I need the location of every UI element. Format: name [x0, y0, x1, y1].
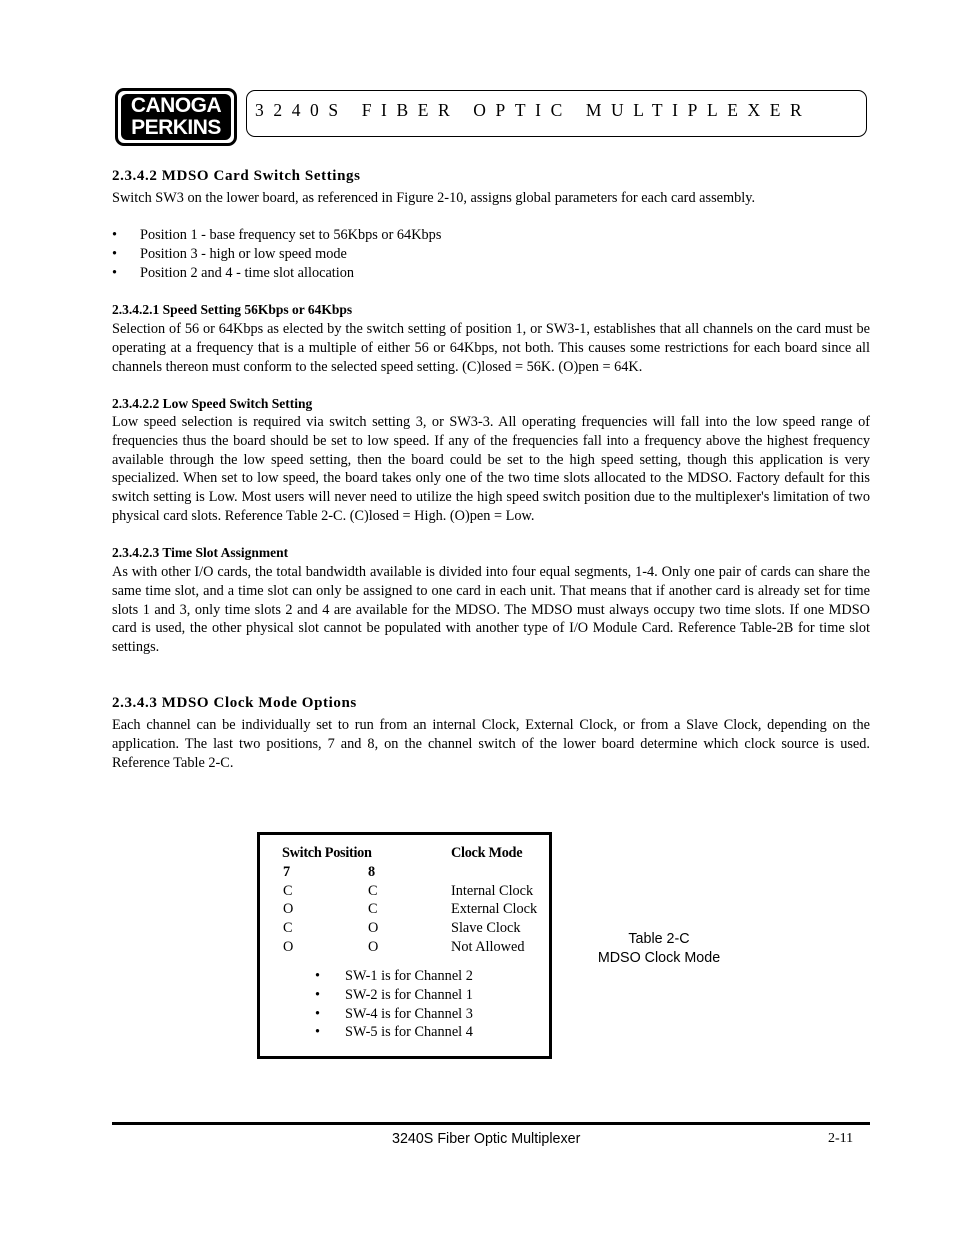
- col-switch-position-header: Switch Position: [282, 845, 372, 861]
- table-cell: C: [368, 883, 378, 899]
- section-23421-text: Selection of 56 or 64Kbps as elected by the switch setting of position 1, or SW3-1, establishes that all channels on the card must be operating at a frequency that is a multiple of either 56 or 64Kbps, not both. This causes some restrictions for each board since all channels thereon must conform to the selected speed setting. (C)losed = 56K. (O)pen = 64K.: [112, 321, 870, 375]
- table-cell: C: [368, 901, 378, 917]
- logo-line2: PERKINS: [131, 116, 221, 139]
- table-cell: O: [283, 939, 294, 955]
- clock-mode-table: [257, 832, 552, 1059]
- logo-line1: CANOGA: [130, 94, 222, 117]
- switch-notes-list: [315, 967, 473, 1042]
- list-item: • SW-4 is for Channel 3: [315, 1005, 473, 1024]
- table-cell: O: [368, 920, 379, 936]
- section-23422-heading: 2.3.4.2.2 Low Speed Switch Setting: [112, 396, 313, 411]
- table-cell: Not Allowed: [451, 939, 525, 955]
- table-cell: C: [283, 883, 293, 899]
- col-clock-mode-header: Clock Mode: [451, 845, 523, 861]
- section-2342-bullets: [112, 226, 441, 283]
- page-number: 2-11: [828, 1131, 854, 1146]
- section-23423-text: As with other I/O cards, the total bandwidth available is divided into four equal segments, 1-4. Only one pair of cards can share the same time slot, and a time slot can only be assigned to one card in each unit. That means that if another card is already set for time slots 1 and 3, only time slots 2 and 4 are available for the MDSO. The MDSO must always occupy two time slots. If one MDSO card is used, the other physical slot cannot be populated with another type of I/O Module Card. Reference Table-2B for time slot settings.: [112, 564, 870, 656]
- list-item: • Position 3 - high or low speed mode: [112, 245, 441, 264]
- logo-inner: [121, 94, 231, 140]
- section-2342-intro: Switch SW3 on the lower board, as referenced in Figure 2-10, assigns global parameters for each card assembly.: [112, 190, 756, 206]
- footer-title: 3240S Fiber Optic Multiplexer: [392, 1131, 581, 1147]
- section-23422-text: Low speed selection is required via switch setting 3, or SW3-3. All operating frequencies will fall into the low speed range of frequencies thus the board should be set to low speed. If any of the frequencies fall into a frequency above the highest frequency available through the low speed setting, then the board could be set to the high speed setting, though this application is very specialized. When set to low speed, the board takes only one of the two time slots allocated to the MDSO. Factory default for this switch setting is Low. Most users will never need to utilize the high speed switch position due to the multiplexer's limitation of two physical card slots. Reference Table 2-C. (C)losed = High. (O)pen = Low.: [112, 414, 870, 524]
- list-item: • SW-5 is for Channel 4: [315, 1023, 473, 1042]
- header-title-box: [246, 90, 867, 137]
- table-cell: C: [283, 920, 293, 936]
- list-item: • SW-1 is for Channel 2: [315, 967, 473, 986]
- footer-rule: [112, 1122, 870, 1125]
- list-item: • Position 2 and 4 - time slot allocation: [112, 264, 441, 283]
- section-2343-heading: 2.3.4.3 MDSO Clock Mode Options: [112, 695, 357, 711]
- table-cell: O: [368, 939, 379, 955]
- table-caption: [580, 930, 738, 968]
- header-title: 3240S FIBER OPTIC MULTIPLEXER: [255, 100, 812, 120]
- section-23421-heading: 2.3.4.2.1 Speed Setting 56Kbps or 64Kbps: [112, 302, 353, 317]
- section-2343-text: Each channel can be individually set to run from an internal Clock, External Clock, or from a Slave Clock, depending on the application. The last two positions, 7 and 8, on the channel switch of the lower board determine which clock source is used. Reference Table 2-C.: [112, 717, 870, 771]
- canoga-perkins-logo: [115, 88, 237, 146]
- list-item: • Position 1 - base frequency set to 56Kbps or 64Kbps: [112, 226, 441, 245]
- sub-header-8: 8: [368, 864, 375, 880]
- section-2342-heading: 2.3.4.2 MDSO Card Switch Settings: [112, 168, 361, 184]
- table-cell: Slave Clock: [451, 920, 521, 936]
- sub-header-7: 7: [283, 864, 290, 880]
- section-23423-heading: 2.3.4.2.3 Time Slot Assignment: [112, 545, 289, 560]
- caption-line2: MDSO Clock Mode: [597, 950, 721, 966]
- table-cell: Internal Clock: [451, 883, 534, 899]
- list-item: • SW-2 is for Channel 1: [315, 986, 473, 1005]
- caption-line1: Table 2-C: [628, 931, 690, 947]
- table-cell: O: [283, 901, 294, 917]
- table-cell: External Clock: [451, 901, 538, 917]
